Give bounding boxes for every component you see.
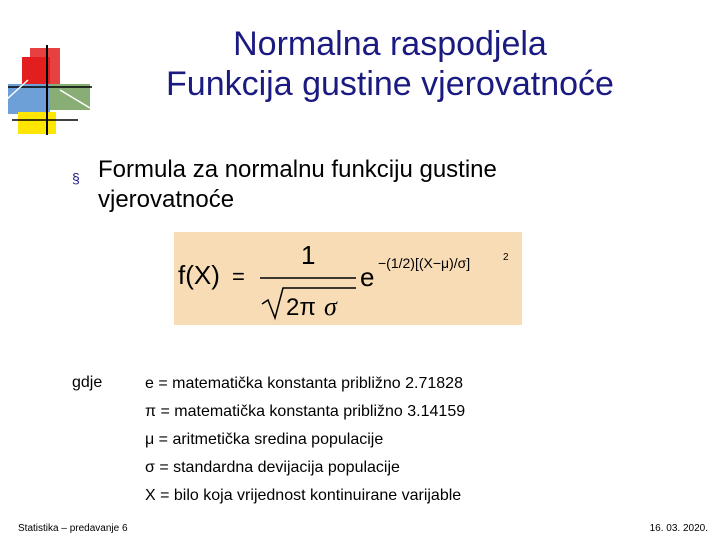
formula-den-sigma: σ — [324, 292, 337, 321]
legend-item: π = matematička konstanta približno 3.14159 — [145, 403, 466, 420]
formula-numerator: 1 — [301, 240, 316, 270]
bullet-item — [72, 155, 632, 215]
footer-course: Statistika – predavanje 6 — [18, 523, 128, 534]
legend-item: μ = aritmetička sredina populacije — [145, 431, 384, 448]
footer-date: 16. 03. 2020. — [649, 523, 708, 534]
title-line-1: Normalna raspodjela — [233, 25, 547, 63]
formula-exponent-power: 2 — [503, 252, 509, 263]
formula-lhs: f(X) — [178, 260, 220, 290]
formula-equals: = — [232, 264, 245, 289]
slide-title — [100, 24, 680, 104]
formula-base: e — [360, 262, 375, 292]
bullet-marker: § — [72, 170, 80, 186]
formula-den-num: 2π — [286, 294, 316, 321]
decorative-logo — [0, 40, 100, 140]
formula-svg — [174, 232, 522, 325]
legend-item: σ = standardna devijacija populacije — [145, 459, 400, 476]
formula-box — [174, 232, 522, 325]
legend-list — [145, 374, 465, 514]
bullet-text: Formula za normalnu funkciju gustine vjerovatnoće — [98, 156, 497, 213]
title-line-2: Funkcija gustine vjerovatnoće — [166, 65, 614, 103]
formula-exponent: −(1/2)[(X−μ)/σ] — [378, 255, 471, 271]
legend-item: e = matematička konstanta približno 2.71828 — [145, 375, 463, 392]
legend-label: gdje — [72, 374, 103, 391]
legend-item: X = bilo koja vrijednost kontinuirane varijable — [145, 487, 462, 504]
